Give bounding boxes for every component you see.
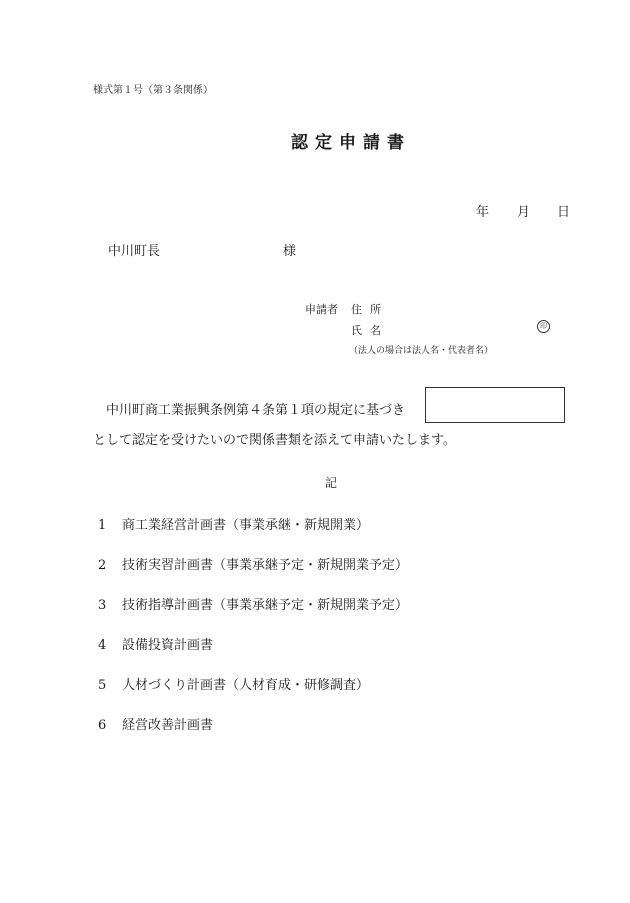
list-item-text: 経営改善計画書 [122,718,214,733]
list-item [98,674,369,693]
form-number: 様式第１号（第３条関係） [93,85,213,96]
list-item-text: 設備投資計画書 [122,638,214,653]
name-label: 氏名 [351,324,389,337]
address-label: 住所 [351,303,389,316]
list-item-number: 3 [98,598,107,613]
list-item [98,714,213,733]
body-text-line2: として認定を受けたいので関係書類を添えて申請いたします。 [93,433,456,448]
list-item-text: 人材づくり計画書（人材育成・研修調査） [122,678,370,693]
list-item-text: 技術実習計画書（事業承継予定・新規開業予定） [122,558,409,573]
corporate-note: （法人の場合は法人名・代表者名） [349,346,494,356]
list-item [98,634,213,653]
document-title: 認定申請書 [291,133,411,153]
list-item-number: 2 [98,558,107,573]
list-item [98,514,369,533]
date-month-label: 月 [517,205,531,220]
list-item-number: 1 [98,518,107,533]
addressee-honorific: 様 [283,244,297,259]
list-item-text: 商工業経営計画書（事業承継・新規開業） [122,518,370,533]
addressee-name: 中川町長 [108,244,161,259]
date-day-label: 日 [557,205,571,220]
list-item [98,594,408,613]
certification-type-box[interactable] [425,387,565,423]
seal-mark: 印 [537,320,550,333]
list-item-number: 5 [98,678,107,693]
date-year-label: 年 [476,205,490,220]
ki-heading: 記 [325,476,338,490]
list-item-text: 技術指導計画書（事業承継予定・新規開業予定） [122,598,409,613]
list-item-number: 4 [98,638,107,653]
list-item [98,554,408,573]
body-text-line1: 中川町商工業振興条例第４条第１項の規定に基づき [106,403,406,418]
applicant-label: 申請者 [305,303,338,316]
list-item-number: 6 [98,718,107,733]
